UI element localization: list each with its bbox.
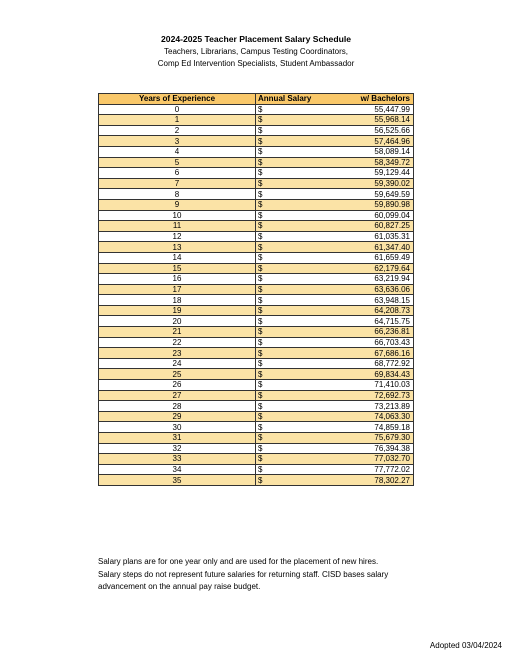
currency-symbol: $ <box>256 422 271 433</box>
salary-cell: 63,948.15 <box>271 295 414 306</box>
table-row <box>99 433 414 444</box>
years-cell: 30 <box>99 422 256 433</box>
years-cell: 29 <box>99 411 256 422</box>
years-cell: 28 <box>99 401 256 412</box>
table-row <box>99 157 414 168</box>
table-row <box>99 146 414 157</box>
note-line-3: advancement on the annual pay raise budget. <box>98 582 261 592</box>
salary-cell: 62,179.64 <box>271 263 414 274</box>
salary-cell: 74,063.30 <box>271 411 414 422</box>
salary-cell: 73,213.89 <box>271 401 414 412</box>
salary-cell: 59,390.02 <box>271 178 414 189</box>
years-cell: 17 <box>99 284 256 295</box>
table-row <box>99 115 414 126</box>
currency-symbol: $ <box>256 274 271 285</box>
salary-cell: 61,347.40 <box>271 242 414 253</box>
currency-symbol: $ <box>256 178 271 189</box>
years-cell: 13 <box>99 242 256 253</box>
currency-symbol: $ <box>256 401 271 412</box>
years-cell: 8 <box>99 189 256 200</box>
table-row <box>99 284 414 295</box>
salary-cell: 63,636.06 <box>271 284 414 295</box>
years-cell: 4 <box>99 146 256 157</box>
table-row <box>99 189 414 200</box>
years-cell: 18 <box>99 295 256 306</box>
years-cell: 9 <box>99 199 256 210</box>
table-row <box>99 348 414 359</box>
salary-cell: 66,236.81 <box>271 327 414 338</box>
years-cell: 3 <box>99 136 256 147</box>
years-cell: 26 <box>99 380 256 391</box>
page-title: 2024-2025 Teacher Placement Salary Schedule <box>161 34 351 44</box>
currency-symbol: $ <box>256 157 271 168</box>
years-cell: 33 <box>99 454 256 465</box>
currency-symbol: $ <box>256 411 271 422</box>
currency-symbol: $ <box>256 231 271 242</box>
header-degree-label: w/ Bachelors <box>360 94 410 104</box>
salary-cell: 77,032.70 <box>271 454 414 465</box>
currency-symbol: $ <box>256 358 271 369</box>
salary-cell: 59,129.44 <box>271 168 414 179</box>
salary-cell: 75,679.30 <box>271 433 414 444</box>
salary-schedule-table <box>98 93 414 486</box>
salary-cell: 63,219.94 <box>271 274 414 285</box>
years-cell: 35 <box>99 475 256 486</box>
currency-symbol: $ <box>256 295 271 306</box>
table-row <box>99 168 414 179</box>
table-row <box>99 316 414 327</box>
currency-symbol: $ <box>256 390 271 401</box>
currency-symbol: $ <box>256 168 271 179</box>
years-cell: 11 <box>99 221 256 232</box>
salary-cell: 64,208.73 <box>271 305 414 316</box>
years-cell: 21 <box>99 327 256 338</box>
years-cell: 22 <box>99 337 256 348</box>
table-row <box>99 369 414 380</box>
table-row <box>99 274 414 285</box>
table-row <box>99 443 414 454</box>
table-row <box>99 464 414 475</box>
years-cell: 15 <box>99 263 256 274</box>
currency-symbol: $ <box>256 115 271 126</box>
salary-cell: 60,827.25 <box>271 221 414 232</box>
years-cell: 14 <box>99 252 256 263</box>
years-cell: 31 <box>99 433 256 444</box>
currency-symbol: $ <box>256 189 271 200</box>
years-cell: 19 <box>99 305 256 316</box>
table-row <box>99 411 414 422</box>
salary-cell: 66,703.43 <box>271 337 414 348</box>
years-cell: 6 <box>99 168 256 179</box>
currency-symbol: $ <box>256 104 271 115</box>
table-row <box>99 337 414 348</box>
currency-symbol: $ <box>256 146 271 157</box>
years-cell: 27 <box>99 390 256 401</box>
salary-cell: 56,525.66 <box>271 125 414 136</box>
salary-cell: 55,968.14 <box>271 115 414 126</box>
salary-cell: 59,649.59 <box>271 189 414 200</box>
table-row <box>99 125 414 136</box>
currency-symbol: $ <box>256 327 271 338</box>
table-row <box>99 305 414 316</box>
years-cell: 1 <box>99 115 256 126</box>
years-cell: 32 <box>99 443 256 454</box>
currency-symbol: $ <box>256 454 271 465</box>
years-cell: 7 <box>99 178 256 189</box>
years-cell: 24 <box>99 358 256 369</box>
note-line-2: Salary steps do not represent future salaries for returning staff. CISD bases salary <box>98 569 389 579</box>
table-row <box>99 475 414 486</box>
table-row <box>99 252 414 263</box>
salary-cell: 71,410.03 <box>271 380 414 391</box>
currency-symbol: $ <box>256 380 271 391</box>
table-row <box>99 263 414 274</box>
notes <box>98 556 428 594</box>
years-cell: 10 <box>99 210 256 221</box>
currency-symbol: $ <box>256 337 271 348</box>
years-cell: 0 <box>99 104 256 115</box>
currency-symbol: $ <box>256 433 271 444</box>
salary-cell: 55,447.99 <box>271 104 414 115</box>
currency-symbol: $ <box>256 242 271 253</box>
years-cell: 34 <box>99 464 256 475</box>
salary-cell: 72,692.73 <box>271 390 414 401</box>
header-annual-salary <box>256 94 414 105</box>
currency-symbol: $ <box>256 464 271 475</box>
currency-symbol: $ <box>256 284 271 295</box>
currency-symbol: $ <box>256 305 271 316</box>
years-cell: 20 <box>99 316 256 327</box>
currency-symbol: $ <box>256 125 271 136</box>
table-row <box>99 422 414 433</box>
years-cell: 12 <box>99 231 256 242</box>
salary-cell: 76,394.38 <box>271 443 414 454</box>
table-row <box>99 358 414 369</box>
salary-cell: 77,772.02 <box>271 464 414 475</box>
table-row <box>99 401 414 412</box>
salary-cell: 78,302.27 <box>271 475 414 486</box>
years-cell: 5 <box>99 157 256 168</box>
header-annual-salary-label: Annual Salary <box>258 94 312 104</box>
table-row <box>99 210 414 221</box>
currency-symbol: $ <box>256 252 271 263</box>
currency-symbol: $ <box>256 475 271 486</box>
currency-symbol: $ <box>256 316 271 327</box>
table-row <box>99 221 414 232</box>
salary-cell: 64,715.75 <box>271 316 414 327</box>
salary-cell: 67,686.16 <box>271 348 414 359</box>
currency-symbol: $ <box>256 263 271 274</box>
table-row <box>99 231 414 242</box>
years-cell: 25 <box>99 369 256 380</box>
currency-symbol: $ <box>256 221 271 232</box>
salary-cell: 60,099.04 <box>271 210 414 221</box>
salary-cell: 68,772.92 <box>271 358 414 369</box>
table-row <box>99 199 414 210</box>
table-row <box>99 380 414 391</box>
salary-cell: 59,890.98 <box>271 199 414 210</box>
table-row <box>99 295 414 306</box>
note-line-1: Salary plans are for one year only and are used for the placement of new hires. <box>98 557 379 566</box>
subtitle-line-1: Teachers, Librarians, Campus Testing Coordinators, <box>164 47 348 56</box>
table-row <box>99 242 414 253</box>
salary-cell: 57,464.96 <box>271 136 414 147</box>
salary-cell: 58,089.14 <box>271 146 414 157</box>
currency-symbol: $ <box>256 199 271 210</box>
adopted-date: Adopted 03/04/2024 <box>429 641 502 650</box>
table-row <box>99 104 414 115</box>
table-row <box>99 390 414 401</box>
years-cell: 23 <box>99 348 256 359</box>
table-header-row <box>99 94 414 105</box>
salary-cell: 69,834.43 <box>271 369 414 380</box>
header-years-of-experience: Years of Experience <box>99 94 256 105</box>
salary-cell: 74,859.18 <box>271 422 414 433</box>
table-row <box>99 454 414 465</box>
currency-symbol: $ <box>256 443 271 454</box>
currency-symbol: $ <box>256 369 271 380</box>
salary-cell: 61,659.49 <box>271 252 414 263</box>
years-cell: 2 <box>99 125 256 136</box>
table-row <box>99 136 414 147</box>
currency-symbol: $ <box>256 348 271 359</box>
table-row <box>99 327 414 338</box>
currency-symbol: $ <box>256 136 271 147</box>
table-row <box>99 178 414 189</box>
years-cell: 16 <box>99 274 256 285</box>
subtitle-line-2: Comp Ed Intervention Specialists, Student Ambassador <box>157 59 355 68</box>
salary-cell: 58,349.72 <box>271 157 414 168</box>
currency-symbol: $ <box>256 210 271 221</box>
salary-cell: 61,035.31 <box>271 231 414 242</box>
table-body <box>99 104 414 485</box>
